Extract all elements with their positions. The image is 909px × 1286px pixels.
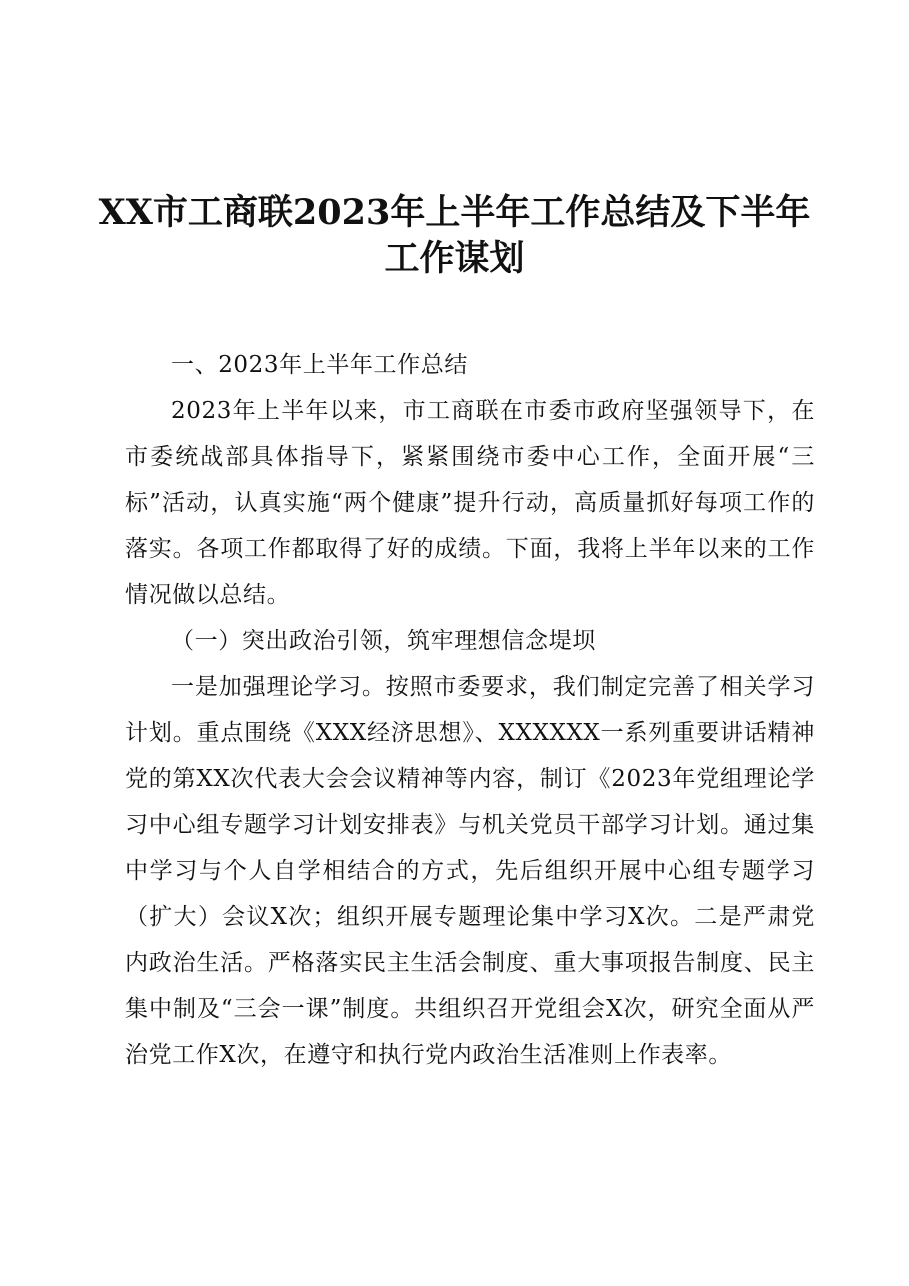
content-paragraph: 一是加强理论学习。按照市委要求，我们制定完善了相关学习计划。重点围绕《XXX经济思想》、XXXXXX一系列重要讲话精神党的第XX次代表大会会议精神等内容，制订《2023年党组理论学习中心组专题学习计划安排表》与机关党员干部学习计划。通过集中学习与个人自学相结合的方式，先后组织开展中心组专题学习（扩大）会议X次；组织开展专题理论集中学习X次。二是严肃党内政治生活。严格落实民主生活会制度、重大事项报告制度、民主集中制及“三会一课”制度。共组织召开党组会X次，研究全面从严治党工作X次，在遵守和执行党内政治生活准则上作表率。: [125, 674, 815, 1068]
document-body: [125, 342, 815, 1078]
document-title: XX市工商联2023年上半年工作总结及下半年工作谋划: [98, 192, 811, 279]
section-heading-1: 一、2023年上半年工作总结: [171, 352, 468, 378]
intro-paragraph: 2023年上半年以来，市工商联在市委市政府坚强领导下，在市委统战部具体指导下，紧紧围绕市委中心工作，全面开展“三标”活动，认真实施“两个健康”提升行动，高质量抓好每项工作的落实。各项工作都取得了好的成绩。下面，我将上半年以来的工作情况做以总结。: [125, 398, 815, 608]
subsection-heading-1: （一）突出政治引领，筑牢理想信念堤坝: [171, 628, 596, 654]
